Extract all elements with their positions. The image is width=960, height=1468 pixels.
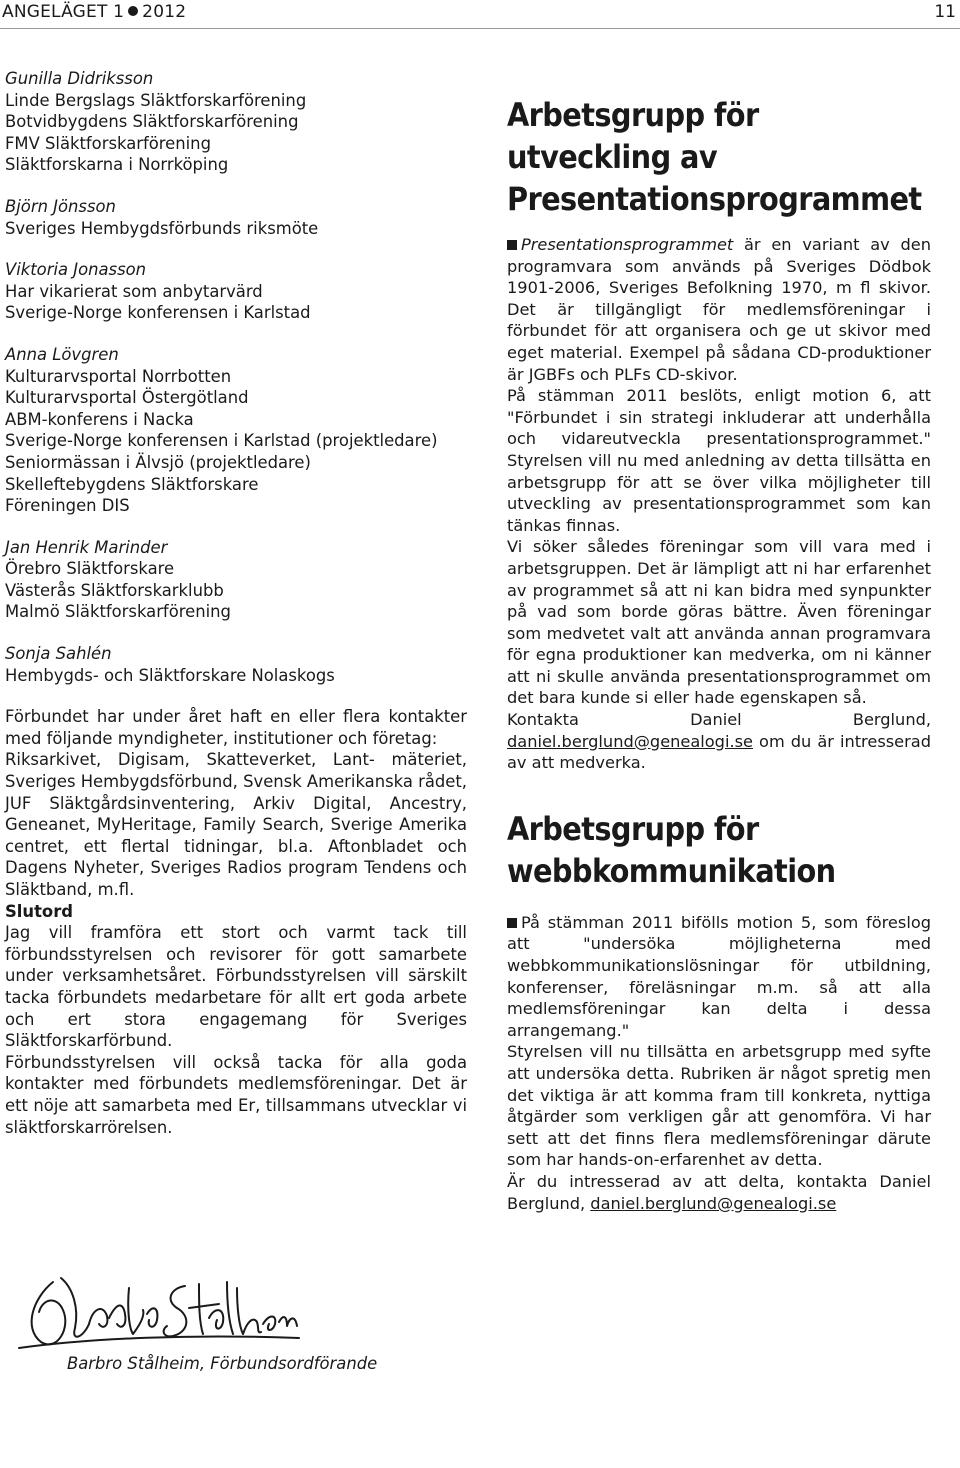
paragraph-text: På stämman 2011 bifölls motion 5, som föreslog att "undersöka möjligheterna med webbkommunikationslösningar för utbildning, konferenser, föreläsningar m.m. så att alla medlemsföreningar kan delta i dessa arrangemang." — [507, 912, 931, 1040]
paragraph-text: om du är intresserad av att medverka. — [507, 731, 931, 773]
person-name: Jan Henrik Marinder — [5, 537, 168, 557]
person-role: Sveriges Hembygdsförbunds riksmöte — [5, 218, 319, 238]
running-title — [2, 2, 186, 22]
bullet-dot-icon — [128, 6, 138, 16]
signature-name: Barbro Stålheim, Förbundsordförande — [67, 1354, 378, 1373]
slutord-paragraph: Förbundsstyrelsen vill också tacka för alla goda kontakter med förbundets medlemsföreningar. Det är ett nöje att samarbeta med Er, tillsammans utvecklar vi släktforskarrörelsen. — [5, 1052, 467, 1137]
person-name: Björn Jönsson — [5, 196, 116, 216]
left-column — [5, 68, 467, 1138]
paragraph-text: Är du intresserad av att delta, kontakta Daniel Berglund, — [507, 1171, 931, 1213]
person-role: Sverige-Norge konferensen i Karlstad (projektledare) — [5, 431, 438, 451]
person-name: Anna Lövgren — [5, 344, 119, 364]
person-block — [5, 344, 467, 517]
person-role: Linde Bergslags Släktforskarförening — [5, 90, 307, 110]
email-link[interactable]: daniel.berglund@genealogi.se — [590, 1193, 837, 1213]
person-role: Hembygds- och Släktforskare Nolaskogs — [5, 665, 335, 685]
section-paragraph — [507, 234, 931, 385]
page-number: 11 — [934, 2, 956, 22]
paragraph-text: är en variant av den programvara som används på Sveriges Dödbok 1901-2006, Sveriges Befolkning 1970, m fl skivor. Det är tillgängligt för medlemsföreningar i förbundet för att organisera och ge ut skivor med eget material. Exempel på sådana CD-produktioner är JGBFs och PLFs CD-skivor. — [507, 235, 931, 384]
contacts-intro: Förbundet har under året haft en eller flera kontakter med följande myndigheter, institutioner och företag: — [5, 707, 467, 748]
section-paragraph — [507, 1171, 931, 1214]
email-link[interactable]: daniel.berglund@genealogi.se — [507, 731, 753, 751]
paragraph-text: Kontakta Daniel Berglund, — [507, 710, 931, 730]
person-block — [5, 68, 467, 176]
person-name: Gunilla Didriksson — [5, 69, 154, 88]
person-role: ABM-konferens i Nacka — [5, 409, 194, 429]
section-heading: Arbetsgrupp för utveckling av Presentationsprogrammet — [507, 96, 922, 218]
signature-area — [5, 1262, 475, 1382]
slutord-heading: Slutord — [5, 901, 74, 921]
section-paragraph — [507, 912, 931, 1042]
person-role: Örebro Släktforskare — [5, 559, 175, 579]
handwritten-signature — [13, 1268, 303, 1354]
section-paragraph: På stämman 2011 beslöts, enligt motion 6, att "Förbundet i sin strategi inkluderar att underhålla och vidareutveckla presentationsprogrammet." Styrelsen vill nu med anledning av detta tillsätta en arbetsgrupp för att se över vilka möjligheter till utveckling av presentationsprogrammet som kan tänkas finnas. — [507, 386, 931, 535]
section-paragraph — [507, 709, 931, 774]
person-block — [5, 537, 467, 623]
person-role: Sverige-Norge konferensen i Karlstad — [5, 303, 311, 323]
slutord-paragraph: Jag vill framföra ett stort och varmt tack till förbundsstyrelsen och revisorer för gott samarbete under verksamhetsåret. Förbundsstyrelsen vill särskilt tacka förbundets medarbetare för allt ert goda arbete och ert stora engagemang för Sveriges Släktforskarförbund. — [5, 923, 467, 1051]
person-role: Har vikarierat som anbytarvärd — [5, 281, 263, 301]
person-role: Malmö Släktforskarförening — [5, 602, 231, 622]
publication-year: 2012 — [142, 2, 187, 22]
contacts-list: Riksarkivet, Digisam, Skatteverket, Lant- mäteriet, Sveriges Hembygdsförbund, Svensk Amerikanska rådet, JUF Släktgårdsinventering, Arkiv Digital, Ancestry, Geneanet, MyHeritage, Family Search, Sverige Amerika centret, ett flertal tidningar, bl.a. Aftonbladet och Dagens Nyheter, Sveriges Radios program Tendens och Släktband, m.fl. — [5, 750, 468, 899]
section-heading: Arbetsgrupp för webbkommunikation — [507, 809, 836, 890]
person-block — [5, 259, 467, 324]
right-column-content — [507, 94, 931, 1214]
person-role: Botvidbygdens Släktforskarförening — [5, 112, 299, 132]
square-bullet-icon — [507, 918, 517, 928]
person-role: FMV Släktforskarförening — [5, 133, 211, 153]
page-header — [0, 0, 960, 29]
person-role: Kulturarvsportal Östergötland — [5, 388, 249, 408]
person-role: Föreningen DIS — [5, 496, 130, 516]
program-name: Presentationsprogrammet — [521, 235, 734, 254]
section-paragraph: Styrelsen vill nu tillsätta en arbetsgrupp med syfte att undersöka detta. Rubriken är något spretig men det viktiga är att komma fram till konkreta, nyttiga åtgärder som verkligen går att genomföra. Vi har sett att det finns flera medlemsföreningar därute som har hands-on-erfarenhet av detta. — [507, 1042, 931, 1170]
person-role: Släktforskarna i Norrköping — [5, 155, 229, 175]
person-role: Västerås Släktforskarklubb — [5, 580, 224, 600]
square-bullet-icon — [507, 240, 517, 250]
person-block — [5, 643, 467, 686]
section-paragraph: Vi söker således föreningar som vill vara med i arbetsgruppen. Det är lämpligt att ni har erfarenhet av programmet så att ni kan bidra med synpunkter på vad som borde göras bättre. Även föreningar som medvetet valt att använda annan programvara för egna produktioner kan medverka, om ni känner att ni skulle använda presentationsprogrammet om det bara kunde si eller hade egenskapen så. — [507, 537, 931, 708]
person-role: Seniormässan i Älvsjö (projektledare) — [5, 452, 311, 472]
person-name: Sonja Sahlén — [5, 644, 112, 664]
publication-title: ANGELÄGET 1 — [2, 2, 125, 22]
right-column — [485, 68, 953, 1466]
person-name: Viktoria Jonasson — [5, 260, 147, 280]
person-block — [5, 196, 467, 239]
person-role: Kulturarvsportal Norrbotten — [5, 366, 232, 386]
person-role: Skelleftebygdens Släktforskare — [5, 474, 259, 494]
